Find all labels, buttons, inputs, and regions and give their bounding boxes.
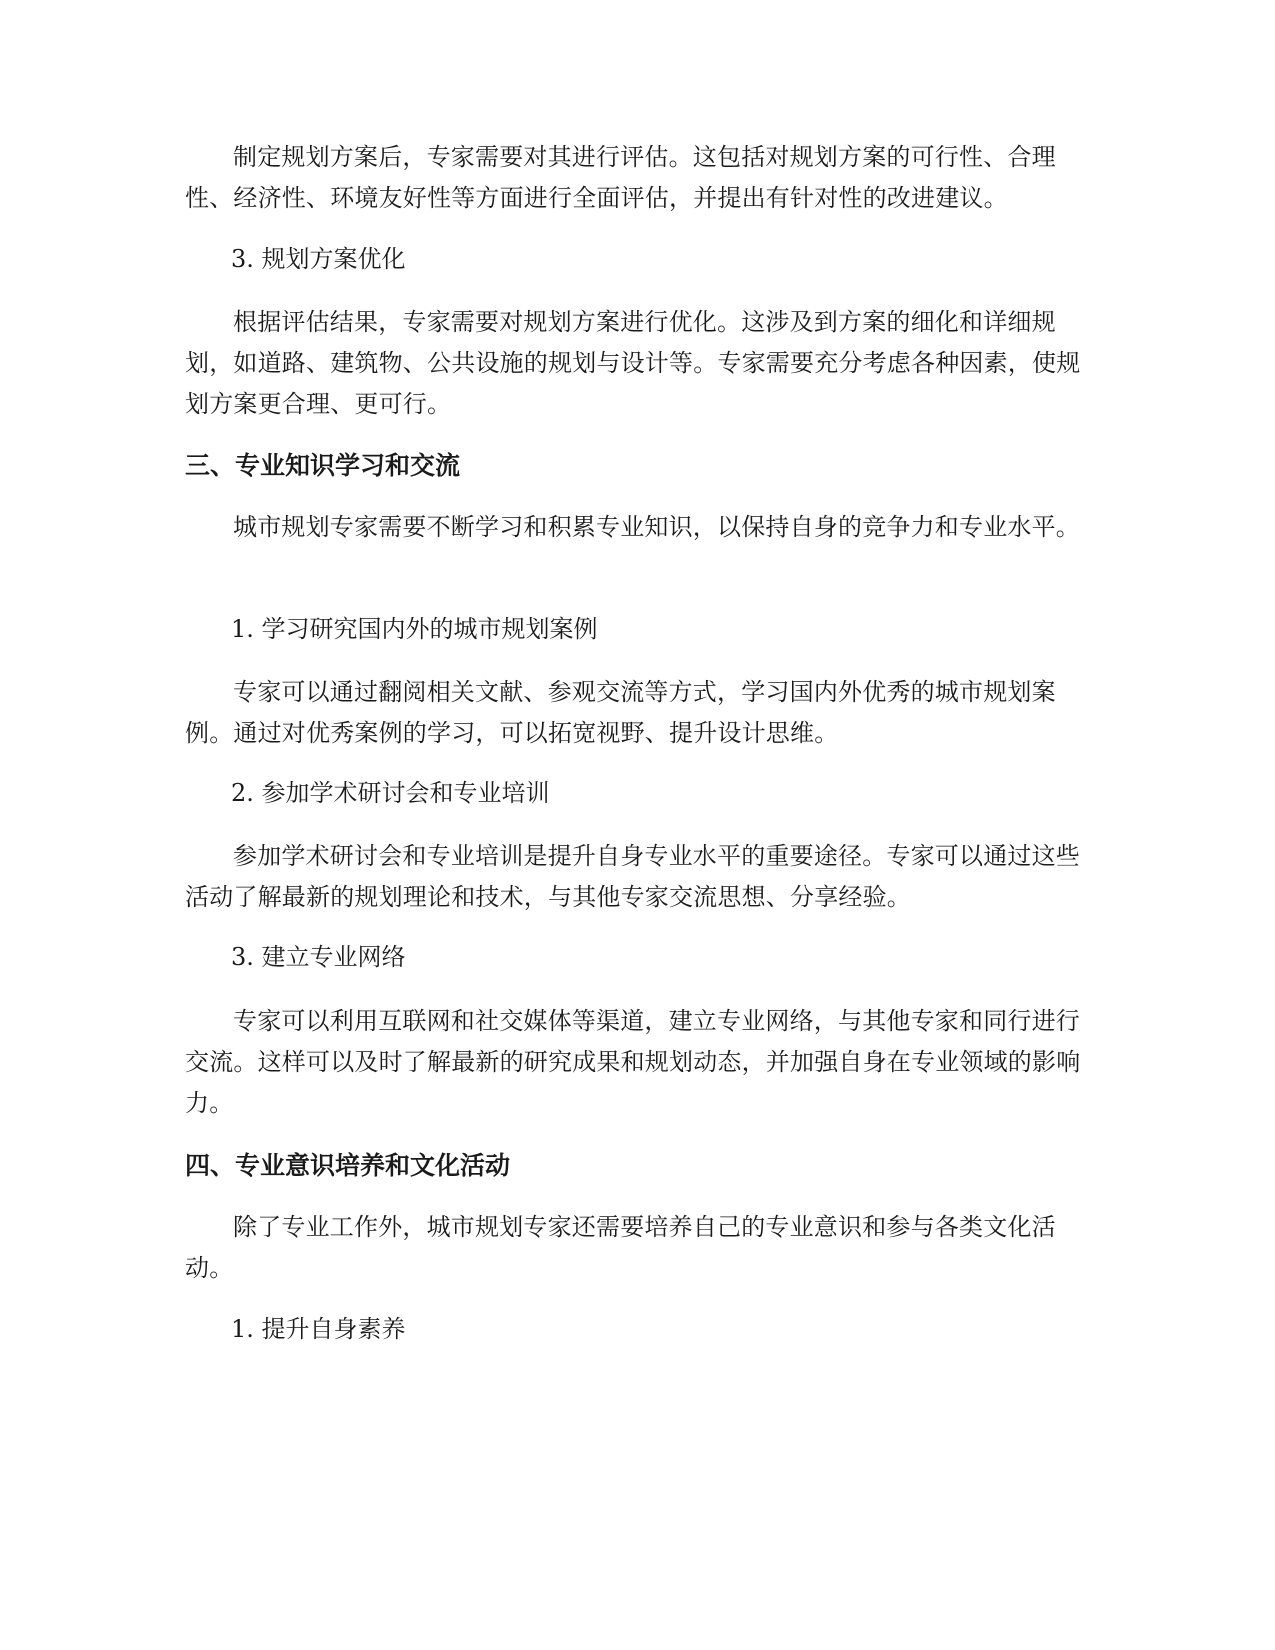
paragraph-learning-intro: 城市规划专家需要不断学习和积累专业知识，以保持自身的竞争力和专业水平。 — [233, 513, 1080, 541]
list-item-study-cases: 1. 学习研究国内外的城市规划案例 — [231, 615, 598, 643]
section-heading-3: 三、专业知识学习和交流 — [185, 451, 461, 480]
paragraph-study-cases: 专家可以通过翻阅相关文献、参观交流等方式，学习国内外优秀的城市规划案例。通过对优秀案例的学习，可以拓宽视野、提升设计思维。 — [185, 678, 1056, 747]
list-item-plan-optimization: 3. 规划方案优化 — [231, 245, 406, 273]
list-item-literacy: 1. 提升自身素养 — [231, 1315, 406, 1343]
list-item-network: 3. 建立专业网络 — [231, 943, 406, 971]
paragraph-evaluation: 制定规划方案后，专家需要对其进行评估。这包括对规划方案的可行性、合理性、经济性、环境友好性等方面进行全面评估，并提出有针对性的改进建议。 — [185, 143, 1056, 212]
paragraph-seminars: 参加学术研讨会和专业培训是提升自身专业水平的重要途径。专家可以通过这些活动了解最新的规划理论和技术，与其他专家交流思想、分享经验。 — [185, 842, 1080, 911]
list-item-seminars: 2. 参加学术研讨会和专业培训 — [231, 779, 550, 807]
paragraph-optimization: 根据评估结果，专家需要对规划方案进行优化。这涉及到方案的细化和详细规划，如道路、建筑物、公共设施的规划与设计等。专家需要充分考虑各种因素，使规划方案更合理、更可行。 — [185, 308, 1081, 418]
section-heading-4: 四、专业意识培养和文化活动 — [185, 1151, 511, 1180]
paragraph-awareness-intro: 除了专业工作外，城市规划专家还需要培养自己的专业意识和参与各类文化活动。 — [185, 1213, 1056, 1282]
paragraph-network: 专家可以利用互联网和社交媒体等渠道，建立专业网络，与其他专家和同行进行交流。这样可以及时了解最新的研究成果和规划动态，并加强自身在专业领域的影响力。 — [185, 1007, 1081, 1117]
